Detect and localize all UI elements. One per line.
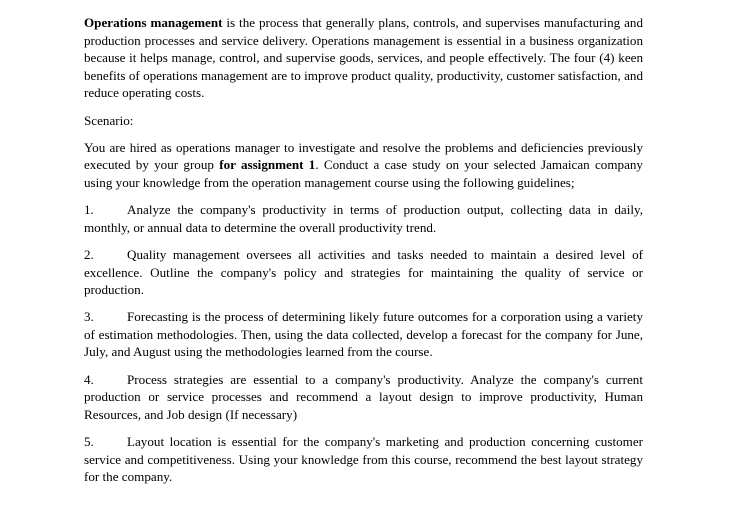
guideline-item: [84, 201, 643, 236]
scenario-label: Scenario:: [84, 112, 134, 128]
scenario-text-after: . Conduct a case study on your selected Jamaican company using your knowledge from the operation management course using the following guidelines;: [84, 157, 643, 190]
guideline-text: Layout location is essential for the company's marketing and production concerning customer service and competitiveness. Using your knowledge from this course, recommend the best layout strategy for the company.: [84, 434, 643, 485]
guideline-item: [84, 308, 643, 361]
scenario-text-before: You are hired as operations manager to investigate and resolve the problems and deficiencies previously executed by your group: [84, 139, 643, 173]
scenario-paragraph: [84, 139, 643, 192]
document-body: [84, 14, 643, 495]
intro-text: is the process that generally plans, controls, and supervises manufacturing and production processes and service delivery. Operations management is essential in a business organization because it helps manage, control, and supervise goods, services, and people effectively. The four (4) keen benefits of operations management are to improve product quality, productivity, customer satisfaction, and reduce operating costs.: [84, 15, 643, 101]
guideline-number: 2.: [84, 246, 94, 262]
guideline-item: [84, 433, 643, 486]
guideline-text: Analyze the company's productivity in terms of production output, collecting data in daily, monthly, or annual data to determine the overall productivity trend.: [84, 202, 643, 235]
guideline-text: Process strategies are essential to a company's productivity. Analyze the company's current production or service processes and recommend a layout design to improve productivity, Human Resources, and Job design (If necessary): [84, 371, 643, 422]
guideline-number: 4.: [84, 371, 94, 387]
intro-term: Operations management: [84, 15, 223, 30]
guideline-number: 5.: [84, 434, 94, 450]
guideline-text: Forecasting is the process of determining likely future outcomes for a corporation using a variety of estimation methodologies. Then, using the data collected, develop a forecast for the company for June, July, and August using the methodologies learned from the course.: [84, 309, 643, 360]
guideline-item: [84, 371, 643, 424]
guideline-text: Quality management oversees all activities and tasks needed to maintain a desired level of excellence. Outline the company's policy and strategies for maintaining the quality of service or production.: [84, 246, 643, 298]
guideline-number: 1.: [84, 202, 94, 218]
scenario-bold: for assignment 1: [219, 157, 316, 173]
guideline-item: [84, 246, 643, 299]
guideline-number: 3.: [84, 309, 94, 325]
intro-paragraph: [84, 14, 643, 102]
